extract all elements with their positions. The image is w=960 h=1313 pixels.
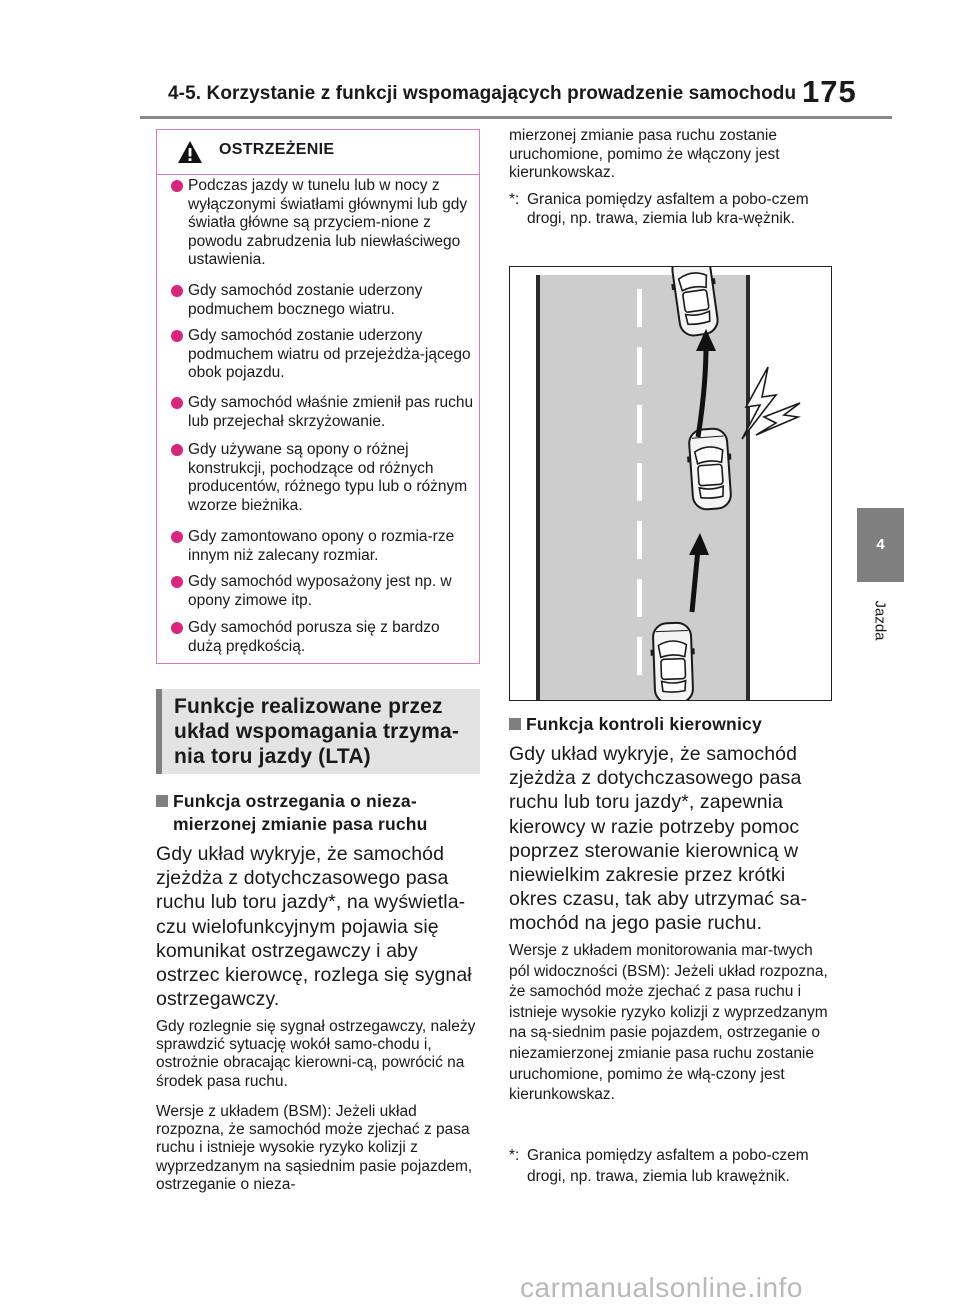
warning-item: Gdy samochód właśnie zmienił pas ruchu lub przejechał skrzyżowanie. — [171, 394, 477, 431]
warning-header — [157, 130, 479, 175]
body-paragraph: Gdy rozlegnie się sygnał ostrzegawczy, należy sprawdzić sytuację wokół samo-chodu i, ostrożnie obracając kierowni-cą, powrócić na środek pasa ruchu. — [156, 1018, 476, 1090]
bullet-icon — [171, 180, 183, 192]
chapter-tab[interactable]: 4 — [857, 508, 904, 582]
bullet-icon — [171, 397, 183, 409]
body-paragraph: Gdy układ wykryje, że samochód zjeżdża z dotychczasowego pasa ruchu lub toru jazdy*, na wyświetla-czu wielofunkcyjnym pojawia się komunikat ostrzegawczy i aby ostrzec kierowcę, rozlega się sygnał ostrzegawczy. — [156, 843, 472, 1011]
warning-title: OSTRZEŻENIE — [219, 141, 335, 158]
body-paragraph: mierzonej zmianie pasa ruchu zostanie uruchomione, pomimo że włączony jest kierunkowskaz. — [509, 127, 780, 181]
footnote: *: Granica pomiędzy asfaltem a pobo-czem drogi, np. trawa, ziemia lub kra-wężnik. — [509, 191, 809, 227]
body-paragraph: Wersje z układem monitorowania mar-twych pól widoczności (BSM): Jeżeli układ rozpozna, że samochód może zjechać z pasa ruchu i istnieje wysokie ryzyko kolizji z wyprzedzanym na są-siednim pasie pojazdem, ostrzeganie o niezamierzonej zmianie pasa ruchu zostanie uruchomione, pomimo że włą-czony jest kierunkowskaz. — [509, 942, 828, 1104]
body-paragraph: Gdy układ wykryje, że samochód zjeżdża z dotychczasowego pasa ruchu lub toru jazdy*, zapewnia kierowcy w razie potrzeby pomoc poprzez sterowanie kierownicą w niewielkim zakresie przez krótki okres czasu, tak aby utrzymać sa-mochód na jego pasie ruchu. — [509, 743, 808, 935]
body-paragraph: Wersje z układem (BSM): Jeżeli układ rozpozna, że samochód może zjechać z pasa ruchu i istnieje wysokie ryzyko kolizji z wyprzedzanym na sąsiednim pasie pojazdem, ostrzeganie o nieza- — [156, 1103, 473, 1193]
warning-item: Gdy samochód zostanie uderzony podmuchem bocznego wiatru. — [171, 282, 477, 319]
running-header: 4-5. Korzystanie z funkcji wspomagających prowadzenie samochodu — [168, 83, 797, 104]
warning-item: Gdy samochód porusza się z bardzo dużą prędkością. — [171, 619, 477, 656]
bullet-icon — [171, 576, 183, 588]
warning-box — [156, 129, 480, 664]
chapter-label-text: Jazda — [871, 600, 889, 641]
warning-item: Gdy samochód wyposażony jest np. w opony zimowe itp. — [171, 573, 477, 610]
bullet-icon — [171, 330, 183, 342]
car-middle — [685, 428, 734, 511]
section-heading — [156, 689, 480, 774]
warning-item: Podczas jazdy w tunelu lub w nocy z wyłączonymi światłami głównymi lub gdy światła główne są przyciem-nione z powodu zabrudzenia lub niewłaściwego ustawienia. — [171, 177, 477, 270]
warning-item: Gdy samochód zostanie uderzony podmuchem wiatru od przejeżdża-jącego obok pojazdu. — [171, 327, 477, 383]
header-rule — [140, 116, 892, 119]
warning-triangle-icon — [177, 140, 203, 164]
car-bottom — [650, 622, 697, 701]
alert-lightning-icon — [742, 367, 800, 439]
square-bullet-icon — [156, 795, 168, 807]
subheading-steering-control: Funkcja kontroli kierownicy — [509, 713, 833, 736]
watermark: carmanualsonline.info — [520, 1272, 803, 1303]
bullet-icon — [171, 444, 183, 456]
subheading-lane-departure: Funkcja ostrzegania o nieza-mierzonej zmianie pasa ruchu — [156, 790, 480, 836]
warning-item: Gdy używane są opony o różnej konstrukcji, pochodzące od różnych producentów, różnego typu lub o różnym wzorze bieżnika. — [171, 441, 477, 515]
section-heading-text: Funkcje realizowane przez układ wspomagania trzyma-nia toru jazdy (LTA) — [174, 695, 460, 768]
footnote: *: Granica pomiędzy asfaltem a pobo-czem drogi, np. trawa, ziemia lub krawężnik. — [509, 1147, 809, 1185]
warning-item: Gdy zamontowano opony o rozmia-rze innym niż zalecany rozmiar. — [171, 528, 477, 565]
road-diagram — [510, 267, 832, 701]
bullet-icon — [171, 531, 183, 543]
bullet-icon — [171, 622, 183, 634]
bullet-icon — [171, 285, 183, 297]
square-bullet-icon — [509, 718, 521, 730]
page-number: 175 — [802, 74, 857, 109]
lane-departure-illustration — [509, 266, 832, 701]
chapter-label — [866, 592, 894, 652]
